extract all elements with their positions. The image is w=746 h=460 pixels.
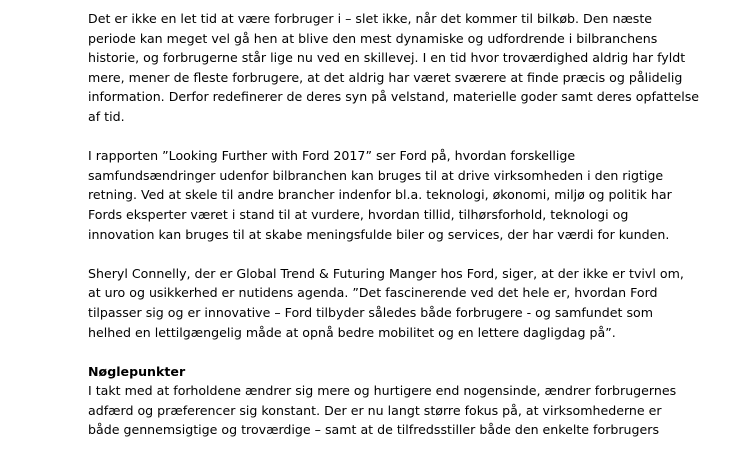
paragraph-line: af tid. bbox=[88, 108, 125, 124]
intro-paragraph bbox=[88, 9, 728, 127]
paragraph-line: innovation kan bruges til at skabe meningsfulde biler og services, der har værdi for kunden. bbox=[88, 226, 670, 242]
paragraph-line: information. Derfor redefinerer de deres syn på velstand, materielle goder samt deres opfattelse bbox=[88, 89, 700, 105]
paragraph-line: periode kan meget vel gå hen at blive den mest dynamiske og udfordrende i bilbranchens bbox=[88, 30, 658, 46]
paragraph-line: I rapporten ”Looking Further with Ford 2017” ser Ford på, hvordan forskellige bbox=[88, 148, 576, 164]
report-paragraph bbox=[88, 146, 728, 244]
paragraph-line: adfærd og præferencer sig konstant. Der er nu langt større fokus på, at virksomhederne er bbox=[88, 402, 662, 418]
paragraph-line: Det er ikke en let tid at være forbruger i – slet ikke, når det kommer til bilkøb. Den næste bbox=[88, 11, 653, 26]
paragraph-line: historie, og forbrugerne står lige nu ved en skillevej. I en tid hvor troværdighed aldrig har fyldt bbox=[88, 50, 686, 66]
key-points-section bbox=[88, 362, 728, 440]
paragraph-line: retning. Ved at skele til andre brancher indenfor bl.a. teknologi, økonomi, miljø og politik har bbox=[88, 187, 672, 203]
paragraph-line: Fords eksperter været i stand til at vurdere, hvordan tillid, tilhørsforhold, teknologi og bbox=[88, 206, 629, 222]
section-heading: Nøglepunkter bbox=[88, 363, 186, 379]
paragraph-line: helhed en lettilgængelig måde at opnå bedre mobilitet og en lettere dagligdag på”. bbox=[88, 324, 616, 340]
quote-paragraph bbox=[88, 264, 728, 342]
paragraph-line: Sheryl Connelly, der er Global Trend & Futuring Manger hos Ford, siger, at der ikke er tvivl om, bbox=[88, 265, 684, 281]
paragraph-line: I takt med at forholdene ændrer sig mere og hurtigere end nogensinde, ændrer forbrugernes bbox=[88, 383, 677, 399]
paragraph-line: tilpasser sig og er innovative – Ford tilbyder således både forbrugere - og samfundet som bbox=[88, 304, 653, 320]
paragraph-line: mere, mener de fleste forbrugere, at det aldrig har været sværere at finde præcis og pålidelig bbox=[88, 69, 683, 85]
paragraph-line: at uro og usikkerhed er nutidens agenda. ”Det fascinerende ved det hele er, hvordan Ford bbox=[88, 285, 658, 301]
document-page bbox=[88, 9, 728, 460]
paragraph-line: både gennemsigtige og troværdige – samt at de tilfredsstiller både den enkelte forbrugers bbox=[88, 422, 660, 438]
paragraph-line: samfundsændringer udenfor bilbranchen kan bruges til at drive virksomheden i den rigtige bbox=[88, 167, 664, 183]
